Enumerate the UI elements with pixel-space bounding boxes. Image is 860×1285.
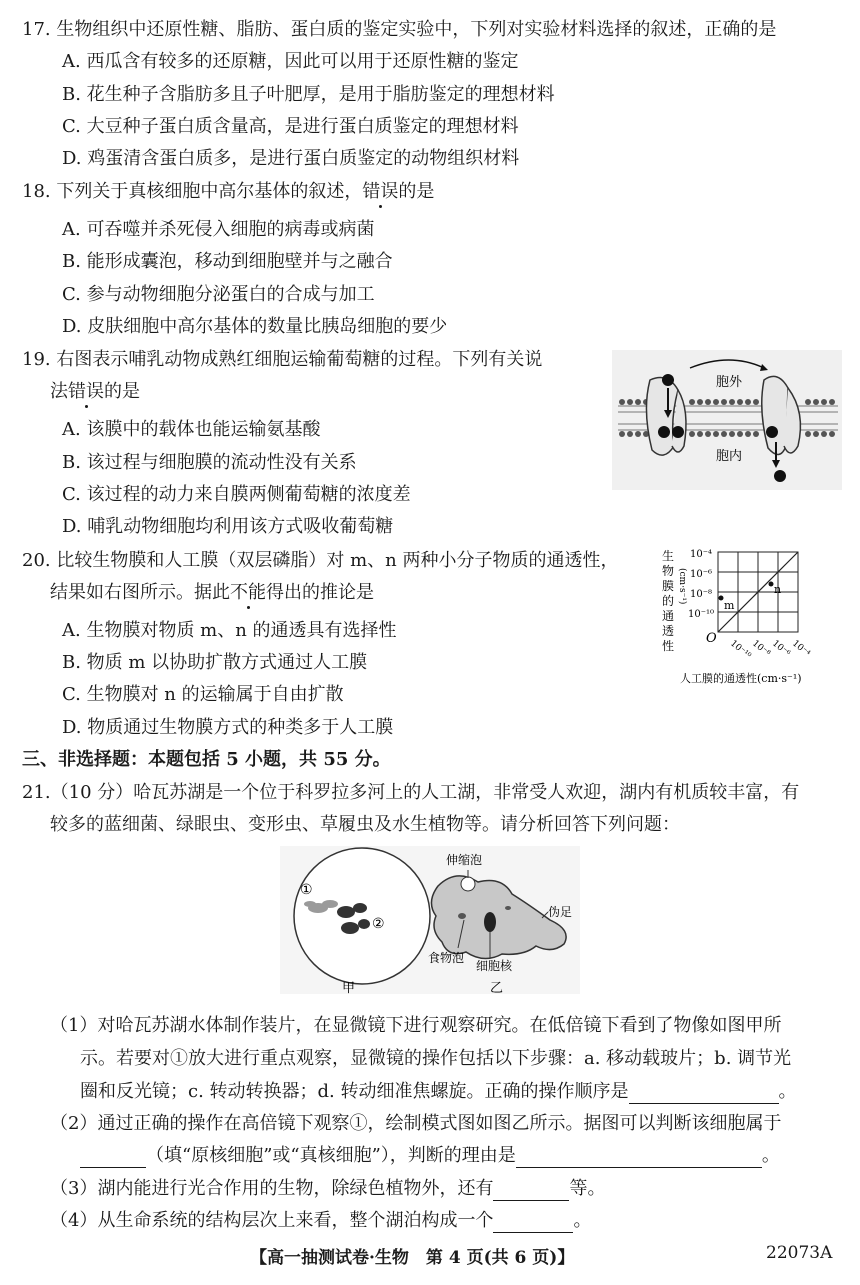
- point-m: [719, 596, 724, 601]
- footer-code: 22073A: [766, 1243, 833, 1263]
- q21-part4-post: 。: [573, 1210, 592, 1231]
- q20-stem-pre: 结果如右图所示。据此: [50, 582, 230, 603]
- q20-stem-post: 得出的推论是: [266, 582, 374, 603]
- q20-stem-line2: [50, 581, 374, 605]
- fig-yi: 乙: [490, 981, 504, 994]
- y-axis-label: [662, 548, 688, 653]
- q21-stem-line1: 21.（10 分）哈瓦苏湖是一个位于科罗拉多河上的人工湖，非常受人欢迎，湖内有机质较丰富，有: [22, 782, 800, 803]
- xtick: 10⁻⁶: [770, 638, 792, 660]
- q18-option-a: A. 可吞噬并杀死侵入细胞的病毒或病菌: [62, 219, 375, 240]
- q20-option-d: D. 物质通过生物膜方式的种类多于人工膜: [62, 717, 394, 738]
- ylabel-char: 通: [662, 609, 675, 623]
- q18-stem-emphasis: 错误: [362, 181, 399, 202]
- q17-option-d: D. 鸡蛋清含蛋白质多，是进行蛋白质鉴定的动物组织材料: [62, 148, 520, 169]
- xtick: 10⁻⁸: [750, 638, 772, 660]
- answer-blank-3[interactable]: [516, 1149, 762, 1168]
- q21-part1-line1: （1）对哈瓦苏湖水体制作装片，在显微镜下进行观察研究。在低倍镜下看到了物像如图甲所: [50, 1015, 782, 1036]
- q21-part3-post: 等。: [569, 1178, 606, 1199]
- ylabel-char: 膜: [662, 579, 675, 593]
- ytick: 10⁻⁴: [690, 549, 713, 560]
- q21-part4-pre: （4）从生命系统的结构层次上来看，整个湖泊构成一个: [50, 1210, 494, 1231]
- page-footer: [0, 1243, 860, 1269]
- fig-jia: 甲: [342, 981, 356, 994]
- q21-part1-line2: 示。若要对①放大进行重点观察，显微镜的操作包括以下步骤：a. 移动载玻片；b. 调节光: [80, 1048, 792, 1069]
- xlabel: 人工膜的通透性(cm·s⁻¹): [680, 672, 802, 685]
- q21-part4: [50, 1209, 591, 1233]
- fig-vacuole-label: 伸缩泡: [446, 853, 483, 867]
- microscope-figure: [280, 846, 580, 994]
- ylabel-char: 透: [662, 624, 675, 638]
- q17-option-c: C. 大豆种子蛋白质含量高，是进行蛋白质鉴定的理想材料: [62, 116, 519, 137]
- q18-stem: [22, 180, 434, 204]
- q21-part3: [50, 1177, 605, 1201]
- q19-stem-line2: [50, 380, 140, 404]
- q21-stem-line2: 较多的蓝细菌、绿眼虫、变形虫、草履虫及水生植物等。请分析回答下列问题：: [50, 814, 680, 835]
- q19-stem-pre: 法: [50, 381, 68, 402]
- q18-option-c: C. 参与动物细胞分泌蛋白的合成与加工: [62, 284, 375, 305]
- footer-title: 【高一抽测试卷·生物 第 4 页(共 6 页)】: [250, 1248, 575, 1268]
- q19-option-c: C. 该过程的动力来自膜两侧葡萄糖的浓度差: [62, 484, 411, 505]
- q21-part3-pre: （3）湖内能进行光合作用的生物，除绿色植物外，还有: [50, 1178, 494, 1199]
- ylabel-char: 性: [662, 639, 675, 653]
- q21-part1-text: 圈和反光镜；c. 转动转换器；d. 转动细准焦螺旋。正确的操作顺序是: [80, 1081, 629, 1102]
- ylabel-unit: (cm·s⁻¹): [677, 568, 687, 605]
- q20-stem-line1: 20. 比较生物膜和人工膜（双层磷脂）对 m、n 两种小分子物质的通透性，: [22, 550, 619, 571]
- ytick: 10⁻⁸: [690, 589, 713, 600]
- fig-nucleus-label: 细胞核: [476, 959, 513, 973]
- q20-option-a: A. 生物膜对物质 m、n 的通透具有选择性: [62, 620, 397, 641]
- ylabel-char: 生: [662, 549, 675, 563]
- q21-part1-end: 。: [778, 1081, 797, 1102]
- q20-stem-emphasis: 不能: [230, 582, 266, 603]
- xtick: 10⁻¹⁰: [728, 638, 753, 662]
- answer-blank-5[interactable]: [493, 1214, 573, 1233]
- permeability-figure: [660, 546, 845, 688]
- point-m-label: m: [724, 599, 735, 612]
- fig-label-1: ①: [300, 882, 313, 898]
- q17-option-a: A. 西瓜含有较多的还原糖，因此可以用于还原性糖的鉴定: [62, 51, 519, 72]
- q21-part1-line3: [80, 1080, 797, 1104]
- q18-stem-pre: 18. 下列关于真核细胞中高尔基体的叙述，: [22, 181, 363, 202]
- fig-outside-label: 胞外: [716, 375, 743, 390]
- section-3-heading: 三、非选择题：本题包括 5 小题，共 55 分。: [22, 749, 391, 770]
- q18-option-b: B. 能形成囊泡，移动到细胞壁并与之融合: [62, 251, 393, 272]
- q19-stem-post: 的是: [104, 381, 140, 402]
- ytick: 10⁻¹⁰: [688, 609, 715, 620]
- q19-option-d: D. 哺乳动物细胞均利用该方式吸收葡萄糖: [62, 516, 394, 537]
- fig-pseudopod-label: 伪足: [548, 905, 573, 919]
- q17-option-b: B. 花生种子含脂肪多且子叶肥厚，是用于脂肪鉴定的理想材料: [62, 84, 555, 105]
- answer-blank-4[interactable]: [493, 1182, 569, 1201]
- q19-option-a: A. 该膜中的载体也能运输氨基酸: [62, 419, 321, 440]
- origin-label: O: [706, 631, 717, 646]
- q21-part2-line1: （2）通过正确的操作在高倍镜下观察①，绘制模式图如图乙所示。据图可以判断该细胞属于: [50, 1113, 782, 1134]
- q20-option-c: C. 生物膜对 n 的运输属于自由扩散: [62, 684, 344, 705]
- point-n: [769, 582, 774, 587]
- q21-part2-end: 。: [761, 1145, 780, 1166]
- fig-food-label: 食物泡: [428, 951, 465, 965]
- q17-stem: 17. 生物组织中还原性糖、脂肪、蛋白质的鉴定实验中，下列对实验材料选择的叙述，正确的是: [22, 19, 777, 40]
- xtick: 10⁻⁴: [790, 638, 812, 660]
- q19-stem-emphasis: 错误: [68, 381, 104, 402]
- ylabel-char: 的: [662, 594, 675, 608]
- fig-inside-label: 胞内: [716, 449, 743, 464]
- answer-blank-2[interactable]: [80, 1149, 146, 1168]
- answer-blank-1[interactable]: [629, 1085, 779, 1104]
- q20-option-b: B. 物质 m 以协助扩散方式通过人工膜: [62, 652, 368, 673]
- fig-label-2: ②: [372, 916, 385, 932]
- ytick: 10⁻⁶: [690, 569, 713, 580]
- glucose-transport-figure: [612, 350, 842, 490]
- ylabel-char: 物: [662, 564, 675, 578]
- point-n-label: n: [774, 583, 782, 596]
- q21-part2-text: （填“原核细胞”或“真核细胞”），判断的理由是: [146, 1145, 516, 1166]
- q19-stem-line1: 19. 右图表示哺乳动物成熟红细胞运输葡萄糖的过程。下列有关说: [22, 349, 543, 370]
- q18-option-d: D. 皮肤细胞中高尔基体的数量比胰岛细胞的要少: [62, 316, 448, 337]
- q18-stem-post: 的是: [398, 181, 435, 202]
- q21-part2-line2: [80, 1144, 780, 1168]
- q19-option-b: B. 该过程与细胞膜的流动性没有关系: [62, 452, 357, 473]
